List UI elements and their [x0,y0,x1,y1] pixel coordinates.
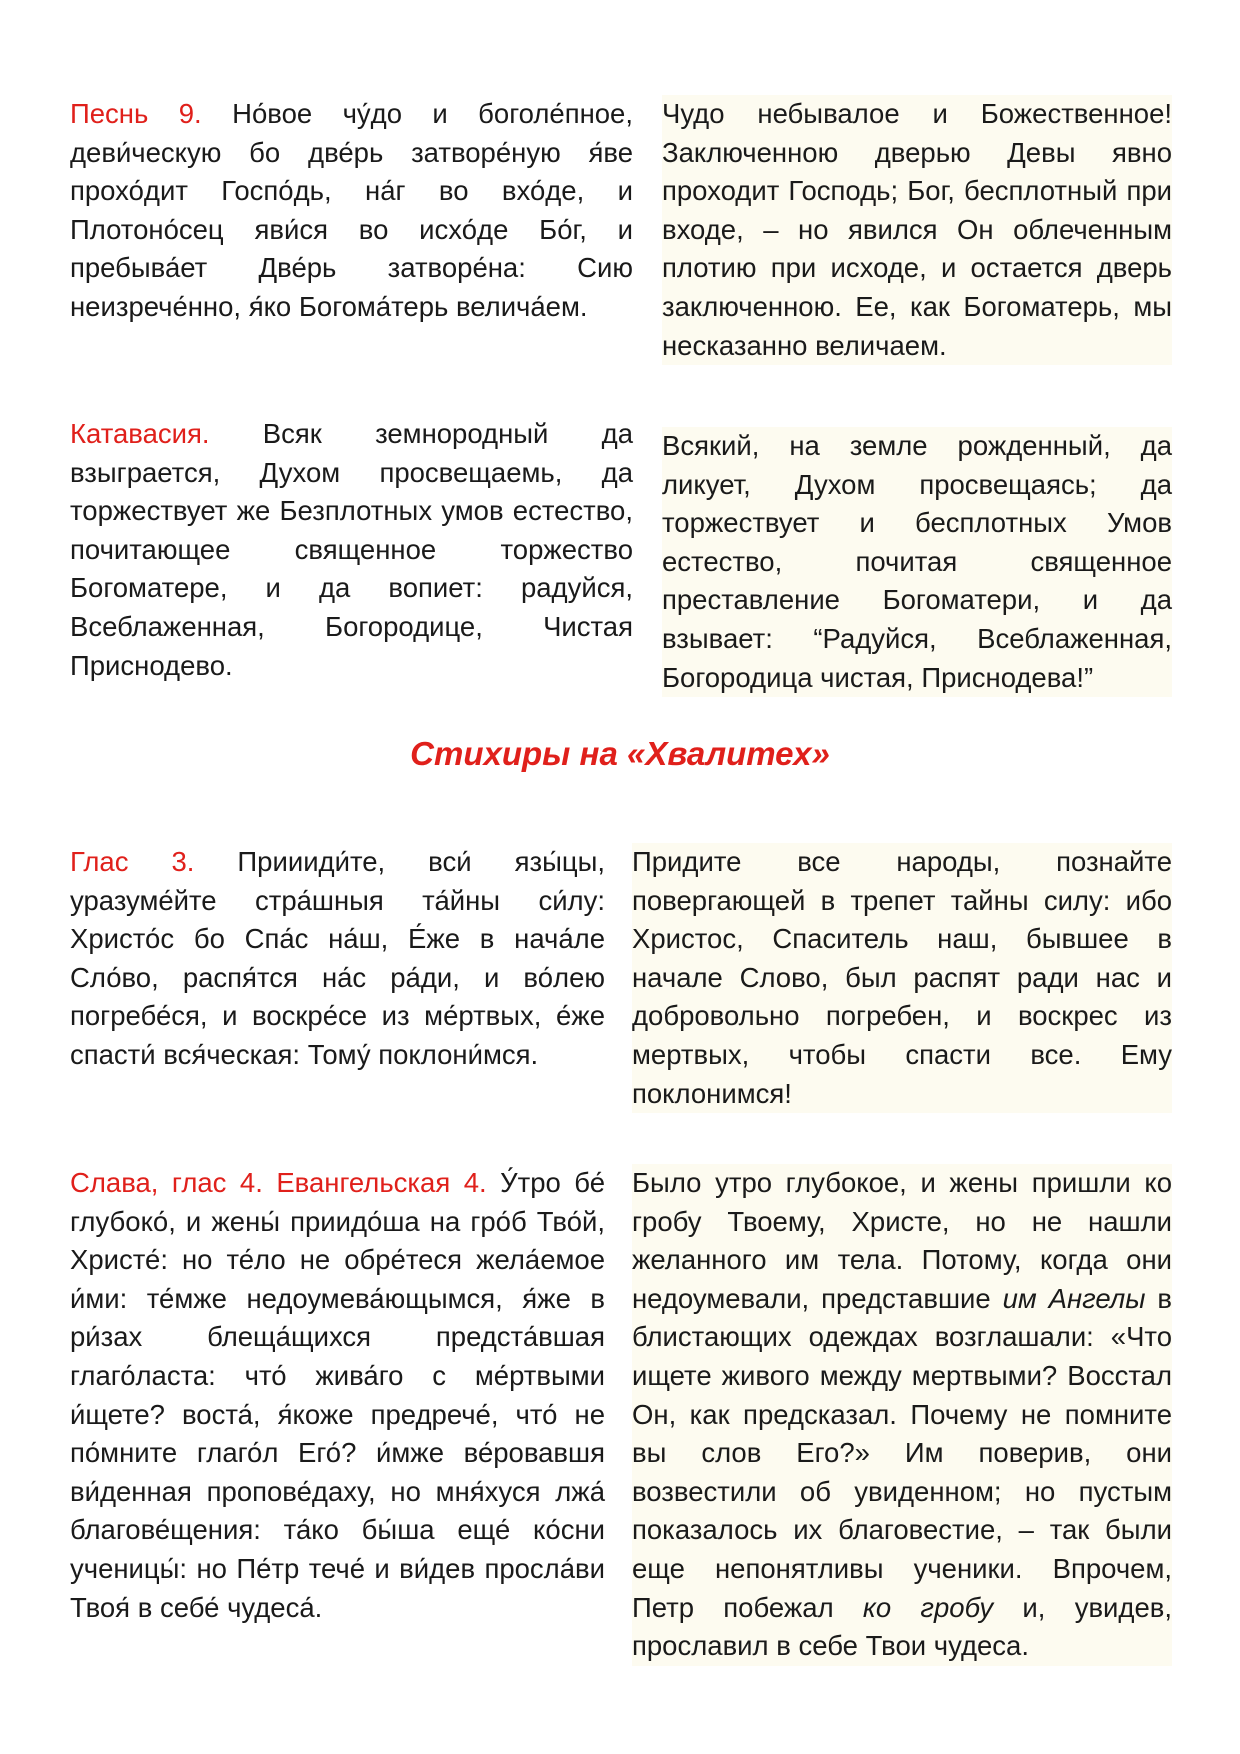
paragraph-text: Приииди́те, вси́ язы́цы, уразуме́йте стра́шныя та́йны си́лу: Христо́с бо Спа́с на́ш, Е́же в нача́ле Сло́во, распя́тся на́с ра́ди, и во́лею погребе́ся, и воскре́се из ме́ртвых, е́же спасти́ вся́ческая: Тому́ поклони́мся. [70,846,606,1070]
russian-translation [632,1164,1172,1666]
rubric-label: Слава, глас 4. Евангельская 4. [70,1167,487,1198]
church-slavonic-text [70,843,605,1113]
russian-translation: Всякий, на земле рожденный, да ликует, Духом просвещаясь; да торжествует и бесплотных Умов естество, почитая священное преставление Богоматери, и да взывает: “Радуйся, Всеблаженная, Богородица чистая, Приснодева!” [662,427,1172,697]
rubric-label: Катавасия. [70,418,210,449]
translation-part: Было утро глубокое, и жены пришли ко гробу Твоему, Христе, но не нашли желанного им тела. Потому, когда они недоумевали, представшие [632,1167,1172,1314]
church-slavonic-text [70,1164,605,1666]
church-slavonic-text [70,95,633,365]
translation-part: в блистающих одеждах возглашали: «Что ищете живого между мертвыми? Восстал Он, как предсказал. Почему не помните вы слов Его?» Им поверив, они возвестили об увиденном; но пустым показалось их благовестие, – так были еще непонятливы ученики. Впрочем, Петр побежал [632,1282,1172,1623]
translation-italic: ко гробу [862,1591,994,1623]
translation-italic: им Ангелы [1002,1282,1146,1314]
russian-translation: Чудо небывалое и Божественное! Заключенною дверью Девы явно проходит Господь; Бог, бесплотный при входе, – но явился Он облеченным плотию при исходе, и остается дверь заключенною. Ее, как Богоматерь, мы несказанно величаем. [662,95,1172,365]
church-slavonic-text [70,415,633,697]
russian-translation: Придите все народы, познайте повергающей в трепет тайны силу: ибо Христос, Спаситель наш, бывшее в начале Слово, был распят ради нас и добровольно погребен, и воскрес из мертвых, чтобы спасти все. Ему поклонимся! [632,843,1172,1113]
section-pesn9 [70,95,1172,365]
section-katavasia [70,415,1172,697]
paragraph-text: У́тро бе́ глубоко́, и жены́ приидо́ша на гро́б Тво́й, Христе́: но те́ло не обре́теся жела́емое и́ми: те́мже недоумева́ющымся, я́же в ри́зах блеща́щихся предста́вшая глаго́ласта: что́ жива́го с ме́ртвыми и́щете? воста́, я́коже предрече́, что́ не по́мните глаго́л Его́? и́мже ве́ровавшя ви́денная пропове́даху, но мня́хуся лжа́ благове́щения: та́ко бы́ша еще́ ко́сни ученицы́: но Пе́тр тече́ и ви́дев просла́ви Твоя́ в себе́ чудеса́. [70,1167,605,1623]
section-glas3 [70,843,1172,1113]
section-slava [70,1164,1172,1666]
rubric-label: Глас 3. [70,846,195,877]
paragraph-text: Но́вое чу́до и боголе́пное, деви́ческую бо две́рь затворе́ную я́ве прохо́дит Госпо́дь, на́г во вхо́де, и Плотоно́сец яви́ся во исхо́де Бо́г, и пребыва́ет Две́рь затворе́на: Сию неизрече́нно, я́ко Богома́терь велича́ем. [70,98,633,322]
section-heading: Стихиры на «Хвалитех» [410,735,830,772]
translation-part: и, увидев, прославил в себе Твои чудеса. [632,1591,1172,1662]
paragraph-text: Всяк земнородный да взыграется, Духом просвещаемь, да торжествует же Безплотных умов естество, почитающее священное торжество Богоматере, и да вопиет: радуйся, Всеблаженная, Богородице, Чистая Приснодево. [70,418,633,681]
rubric-label: Песнь 9. [70,98,202,129]
